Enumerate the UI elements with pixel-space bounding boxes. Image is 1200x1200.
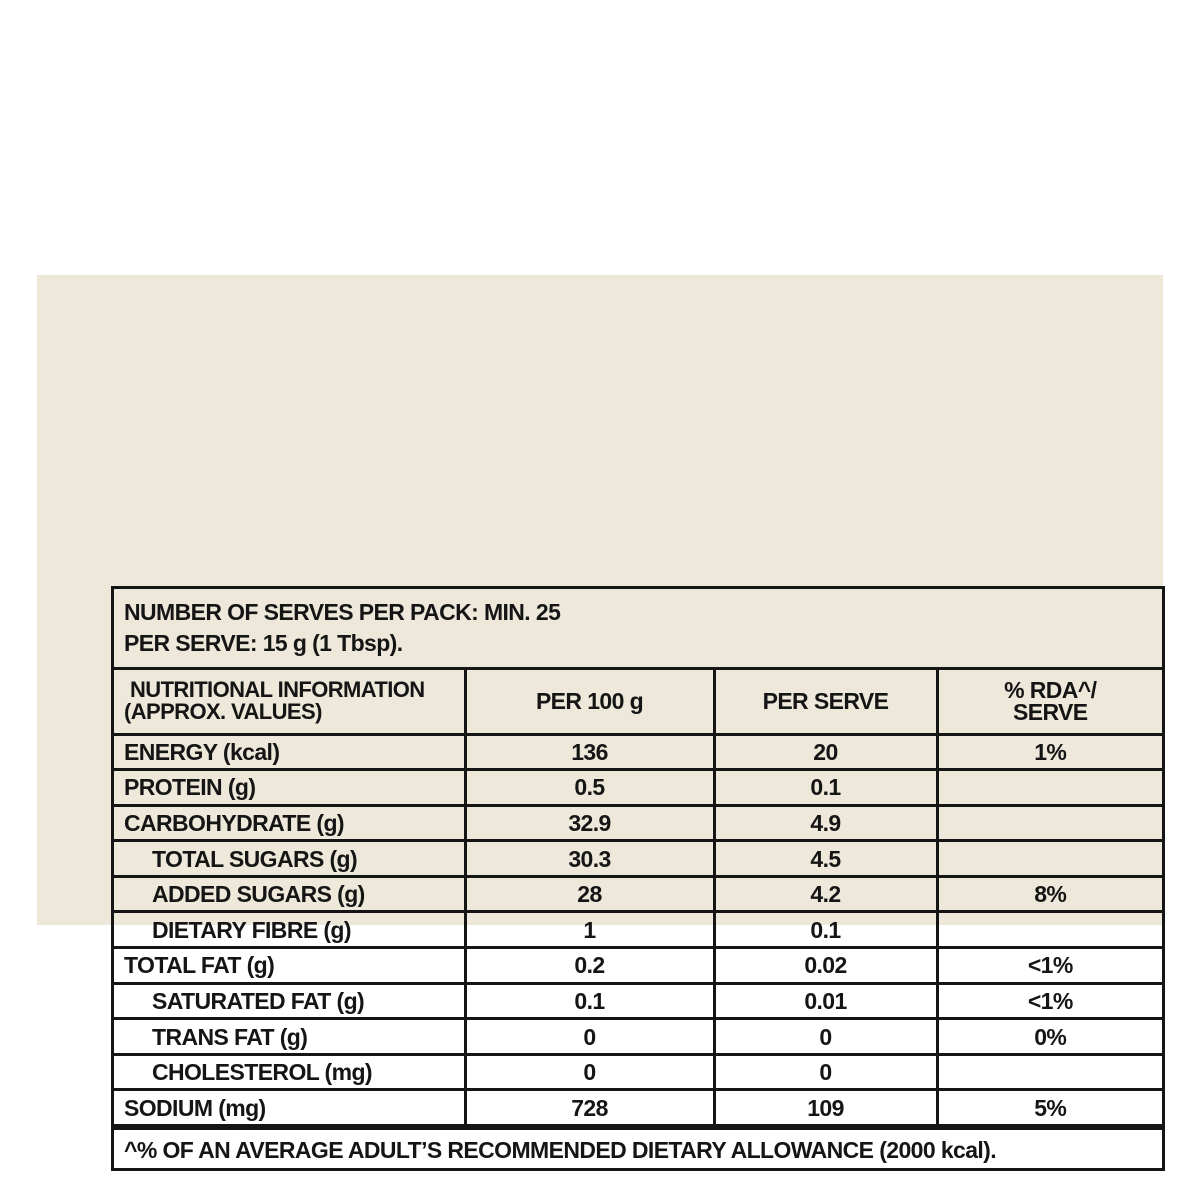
rda-value: <1% — [937, 948, 1162, 984]
per-100g-value: 0 — [465, 1019, 714, 1055]
per-serve-value: 0 — [714, 1019, 937, 1055]
table-row — [114, 1090, 1162, 1126]
per-100g-value: 0 — [465, 1054, 714, 1090]
nutrient-name: TOTAL SUGARS (g) — [114, 841, 465, 877]
nutrient-name: SATURATED FAT (g) — [114, 983, 465, 1019]
table-header-row — [114, 670, 1162, 734]
rda-value: 8% — [937, 876, 1162, 912]
rda-value: 5% — [937, 1090, 1162, 1126]
table-row — [114, 841, 1162, 877]
nutrient-name: TRANS FAT (g) — [114, 1019, 465, 1055]
table-row — [114, 948, 1162, 984]
per-serve-value: 0.1 — [714, 912, 937, 948]
per-100g-value: 1 — [465, 912, 714, 948]
nutrient-name: PROTEIN (g) — [114, 770, 465, 806]
serves-per-pack: NUMBER OF SERVES PER PACK: MIN. 25 — [124, 599, 561, 625]
rda-value: <1% — [937, 983, 1162, 1019]
nutrient-name: SODIUM (mg) — [114, 1090, 465, 1126]
table-row — [114, 805, 1162, 841]
nutrient-name: DIETARY FIBRE (g) — [114, 912, 465, 948]
per-serve-value: 20 — [714, 734, 937, 770]
rda-value: 1% — [937, 734, 1162, 770]
per-serve-value: 0.02 — [714, 948, 937, 984]
rda-value — [937, 805, 1162, 841]
table-row — [114, 983, 1162, 1019]
per-serve-value: 4.2 — [714, 876, 937, 912]
nutrition-table — [114, 670, 1162, 1127]
rda-value — [937, 912, 1162, 948]
nutrient-name: CHOLESTEROL (mg) — [114, 1054, 465, 1090]
nutrient-name: CARBOHYDRATE (g) — [114, 805, 465, 841]
per-100g-value: 0.1 — [465, 983, 714, 1019]
table-row — [114, 876, 1162, 912]
nutrition-facts-label — [111, 586, 1165, 1171]
header-rda: % RDA^/ SERVE — [937, 670, 1162, 734]
table-row — [114, 734, 1162, 770]
table-row — [114, 770, 1162, 806]
per-serve-value: 4.9 — [714, 805, 937, 841]
header-nutrient: NUTRITIONAL INFORMATION (APPROX. VALUES) — [114, 670, 465, 734]
serving-info — [114, 589, 1162, 670]
header-per-serve: PER SERVE — [714, 670, 937, 734]
per-serve-value: 4.5 — [714, 841, 937, 877]
rda-value — [937, 770, 1162, 806]
label-background — [37, 275, 1163, 1164]
per-100g-value: 32.9 — [465, 805, 714, 841]
per-100g-value: 0.5 — [465, 770, 714, 806]
per-100g-value: 136 — [465, 734, 714, 770]
table-row — [114, 1019, 1162, 1055]
rda-value — [937, 1054, 1162, 1090]
rda-value: 0% — [937, 1019, 1162, 1055]
per-serve-value: 0.1 — [714, 770, 937, 806]
per-100g-value: 30.3 — [465, 841, 714, 877]
footnote: ^% OF AN AVERAGE ADULT’S RECOMMENDED DIETARY ALLOWANCE (2000 kcal). — [114, 1127, 1162, 1168]
per-100g-value: 28 — [465, 876, 714, 912]
per-serve-value: 109 — [714, 1090, 937, 1126]
per-serve-value: 0 — [714, 1054, 937, 1090]
serving-size: PER SERVE: 15 g (1 Tbsp). — [124, 630, 403, 656]
per-100g-value: 0.2 — [465, 948, 714, 984]
header-per-100g: PER 100 g — [465, 670, 714, 734]
per-serve-value: 0.01 — [714, 983, 937, 1019]
table-row — [114, 912, 1162, 948]
nutrient-name: ENERGY (kcal) — [114, 734, 465, 770]
nutrient-name: TOTAL FAT (g) — [114, 948, 465, 984]
rda-value — [937, 841, 1162, 877]
table-row — [114, 1054, 1162, 1090]
nutrient-name: ADDED SUGARS (g) — [114, 876, 465, 912]
per-100g-value: 728 — [465, 1090, 714, 1126]
